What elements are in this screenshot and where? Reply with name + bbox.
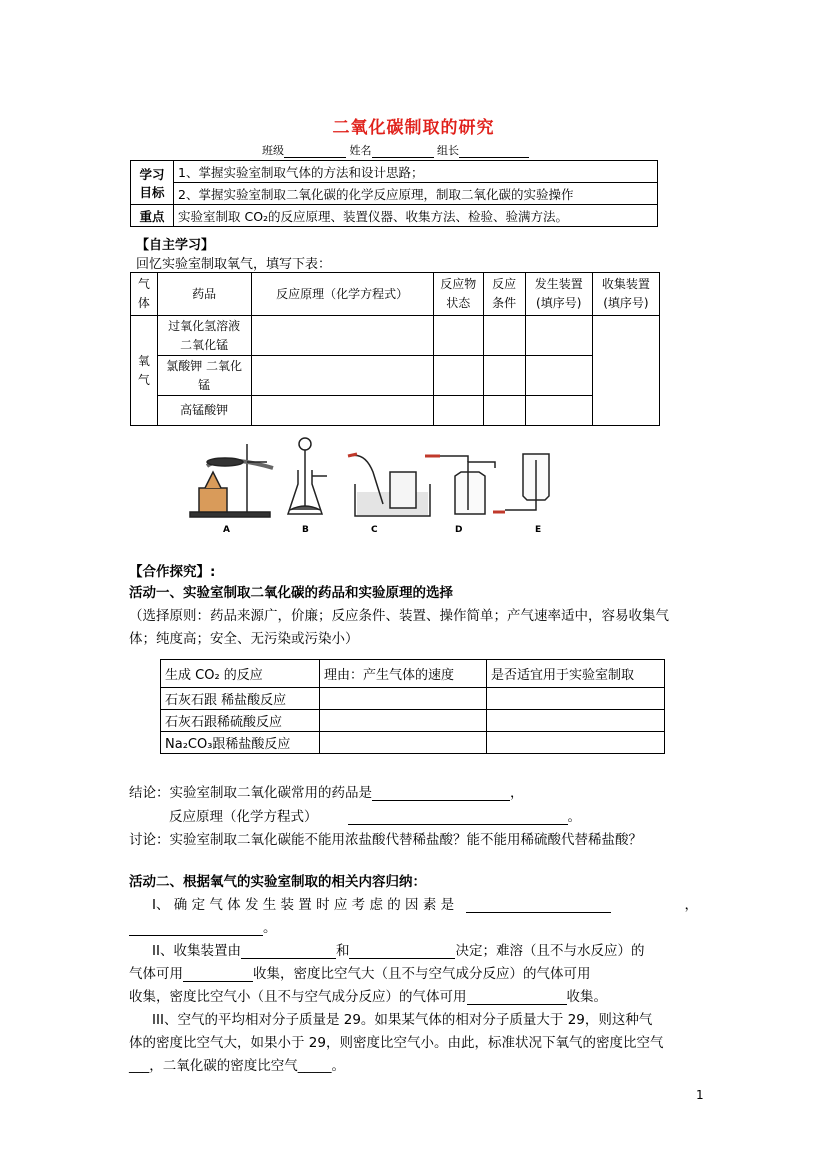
ii-blank-2[interactable] [349, 944, 455, 959]
activity2-ii-line-2 [129, 962, 591, 982]
apparatus-d [425, 456, 495, 514]
co2-cell-suitable-1[interactable] [487, 688, 665, 710]
activity1-title: 活动一、实验室制取二氧化碳的药品和实验原理的选择 [129, 585, 453, 601]
gas-oxygen: 氧气 [131, 316, 158, 426]
activity2-ii-line-3 [129, 985, 607, 1005]
cell-generator-3[interactable] [525, 396, 592, 426]
key-text: 实验室制取 CO₂的反应原理、装置仪器、收集方法、检验、验满方法。 [174, 205, 658, 227]
principle-line-1: （选择原则：药品来源广，价廉；反应条件、装置、操作简单；产气速率适中，容易收集气 [129, 608, 669, 624]
ii-f: 收集，密度比空气小（且不与空气成分反应）的气体可用 [129, 989, 467, 1005]
cell-state-3[interactable] [433, 396, 483, 426]
apparatus-label-b: B [302, 525, 309, 535]
cell-generator-2[interactable] [525, 356, 592, 396]
co2-row-2: 石灰石跟稀硫酸反应 [161, 710, 320, 732]
i-factor-blank[interactable] [466, 898, 611, 913]
conclusion-1-text: 结论：实验室制取二氧化碳常用的药品是 [129, 785, 372, 801]
self-study-intro: 回忆实验室制取氧气，填写下表： [136, 257, 332, 272]
coop-heading: 【合作探究】: [129, 564, 216, 580]
goals-label-cell [131, 161, 174, 205]
conclusion-1-end: ， [510, 785, 524, 801]
conclusion-equation-blank[interactable] [348, 810, 568, 825]
conclusion-line-2 [169, 805, 581, 825]
self-study-heading: 【自主学习】 [136, 238, 215, 253]
i-end: ， [684, 897, 698, 913]
i-cont-end: 。 [263, 920, 277, 936]
page-title: 二氧化碳制取的研究 [332, 118, 495, 138]
co2-row-3: Na₂CO₃跟稀盐酸反应 [161, 732, 320, 754]
goals-label-2: 目标 [139, 184, 165, 200]
apparatus-label-d: D [455, 525, 463, 535]
cell-condition-3[interactable] [483, 396, 525, 426]
i-text: Ⅰ、 确 定 气 体 发 生 装 置 时 应 考 虑 的 因 素 是 [152, 897, 455, 913]
apparatus-a [190, 444, 273, 517]
ii-blank-4[interactable] [467, 990, 567, 1005]
header-principle: 反应原理（化学方程式） [251, 273, 433, 316]
ii-g: 收集。 [566, 989, 607, 1005]
goals-label-1: 学习 [139, 166, 165, 182]
oxygen-table [130, 272, 660, 426]
header-chemicals: 药品 [157, 273, 251, 316]
activity2-title: 活动二、根据氧气的实验室制取的相关内容归纳： [129, 874, 426, 890]
ii-c: 决定；难溶（且不与水反应）的 [455, 943, 645, 959]
ii-blank-1[interactable] [241, 944, 336, 959]
key-label: 重点 [131, 205, 174, 227]
conclusion-2-text: 反应原理（化学方程式） [169, 809, 318, 825]
co2-header-speed: 理由：产生气体的速度 [320, 660, 487, 688]
co2-row-1: 石灰石跟 稀盐酸反应 [161, 688, 320, 710]
activity2-ii-line-1 [152, 939, 644, 959]
header-state: 反应物状态 [433, 273, 483, 316]
cell-principle-1[interactable] [251, 316, 433, 356]
cell-condition-1[interactable] [483, 316, 525, 356]
activity2-i-line [152, 893, 698, 913]
activity2-iii-line-2: 体的密度比空气大，如果小于 29，则密度比空气小。由此，标准状况下氧气的密度比空气 [129, 1035, 664, 1051]
page-number: 1 [696, 1088, 704, 1102]
ii-d: 气体可用 [129, 966, 183, 982]
activity2-i-cont [129, 916, 277, 936]
co2-cell-suitable-2[interactable] [487, 710, 665, 732]
co2-header-suitable: 是否适宜用于实验室制取 [487, 660, 665, 688]
ii-blank-3[interactable] [183, 967, 253, 982]
activity2-iii-line-3: ___，二氧化碳的密度比空气_____。 [129, 1058, 345, 1074]
apparatus-label-c: C [371, 525, 378, 535]
student-info-line [262, 142, 529, 158]
co2-header-reaction: 生成 CO₂ 的反应 [161, 660, 320, 688]
class-blank[interactable] [284, 145, 346, 158]
goal-item-2: 2、掌握实验室制取二氧化碳的化学反应原理，制取二氧化碳的实验操作 [174, 183, 658, 205]
row-kmno4: 高锰酸钾 [157, 396, 251, 426]
header-generator: 发生装置(填序号) [525, 273, 592, 316]
name-blank[interactable] [372, 145, 434, 158]
apparatus-b [288, 438, 327, 514]
cell-principle-2[interactable] [251, 356, 433, 396]
ii-a: II、收集装置由 [152, 943, 241, 959]
co2-cell-speed-3[interactable] [320, 732, 487, 754]
header-condition: 反应条件 [483, 273, 525, 316]
goals-table [130, 160, 658, 227]
i-cont-blank[interactable] [129, 921, 263, 936]
leader-label: 组长 [437, 144, 459, 157]
header-collector: 收集装置(填序号) [592, 273, 659, 316]
class-label: 班级 [262, 144, 284, 157]
leader-blank[interactable] [459, 145, 529, 158]
goal-item-1: 1、掌握实验室制取气体的方法和设计思路； [174, 161, 658, 183]
co2-cell-suitable-3[interactable] [487, 732, 665, 754]
co2-cell-speed-2[interactable] [320, 710, 487, 732]
apparatus-figure [185, 432, 565, 540]
discussion-line: 讨论：实验室制取二氧化碳能不能用浓盐酸代替稀盐酸？能不能用稀硫酸代替稀盐酸？ [129, 832, 642, 848]
cell-state-2[interactable] [433, 356, 483, 396]
row-h2o2: 过氧化氢溶液 二氧化锰 [157, 316, 251, 356]
header-gas: 气体 [131, 273, 158, 316]
apparatus-label-e: E [535, 525, 542, 535]
conclusion-drug-blank[interactable] [372, 786, 510, 801]
co2-cell-speed-1[interactable] [320, 688, 487, 710]
co2-reaction-table [160, 659, 665, 754]
apparatus-label-a: A [223, 525, 230, 535]
conclusion-line-1 [129, 781, 524, 801]
ii-e: 收集，密度比空气大（且不与空气成分反应）的气体可用 [253, 966, 591, 982]
principle-line-2: 体；纯度高；安全、无污染或污染小） [129, 631, 359, 647]
activity2-iii-line-1: III、空气的平均相对分子质量是 29。如果某气体的相对分子质量大于 29，则这种气 [152, 1012, 653, 1028]
cell-state-1[interactable] [433, 316, 483, 356]
apparatus-c [348, 454, 430, 516]
cell-generator-1[interactable] [525, 316, 592, 356]
cell-collector[interactable] [592, 316, 659, 426]
apparatus-e [493, 454, 549, 512]
row-kclo3: 氯酸钾 二氧化锰 [157, 356, 251, 396]
ii-b: 和 [335, 943, 350, 959]
cell-principle-3[interactable] [251, 396, 433, 426]
cell-condition-2[interactable] [483, 356, 525, 396]
conclusion-2-end: 。 [567, 809, 581, 825]
name-label: 姓名 [349, 144, 372, 157]
